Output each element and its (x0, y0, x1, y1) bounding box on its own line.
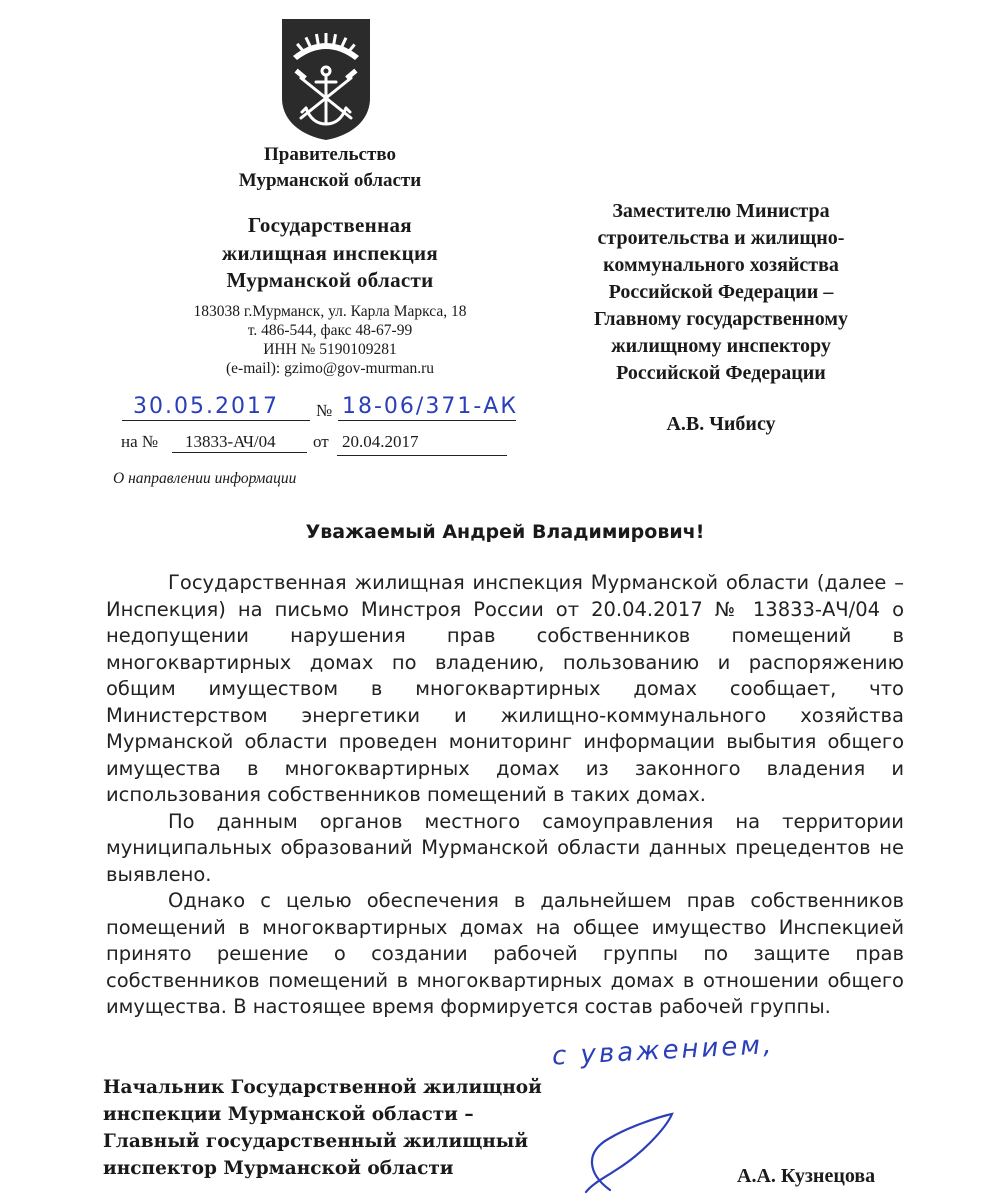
handwritten-closing (548, 1024, 808, 1080)
reply-number: 13833-АЧ/04 (185, 432, 276, 451)
letter-subject: О направлении информации (113, 470, 297, 487)
inn-line: ИНН № 5190109281 (263, 341, 397, 358)
addressee-line-3: коммунального хозяйства (603, 254, 839, 276)
handwritten-signature (570, 1110, 690, 1194)
reply-prefix: на № (121, 432, 159, 451)
inspection-name-line-2: жилищная инспекция (221, 241, 439, 265)
phone-fax-line: т. 486-544, факс 48-67-99 (247, 322, 413, 339)
body-paragraph-1: Государственная жилищная инспекция Мурманской области (далее – Инспекция) на письмо Минстроя России от 20.04.2017 № 13833-АЧ/04 о недопущении нарушения прав собственников помещений в многоквартирных домах по владению, пользованию и распоряжению общим имуществом в многоквартирных домах сообщает, что Министерством энергетики и жилищно-коммунального хозяйства Мурманской области проведен мониторинг информации выбытия общего имущества в многоквартирных домах из законного владения и использования собственников помещений в таких домах. (106, 571, 904, 806)
signer-title (103, 1074, 542, 1182)
number-underline (338, 420, 516, 421)
inspection-name-line-1: Государственная (248, 213, 412, 237)
signer-title-line-2: инспекции Мурманской области – (103, 1104, 474, 1125)
reply-date-prefix: от (313, 432, 329, 451)
addressee-line-6: жилищному инспектору (611, 335, 831, 357)
reply-date: 20.04.2017 (342, 432, 419, 451)
signer-title-line-3: Главный государственный жилищный (103, 1131, 529, 1152)
greeting: Уважаемый Андрей Владимирович! (305, 521, 705, 543)
addressee-line-5: Главному государственному (593, 308, 849, 330)
outgoing-date-handwritten: 30.05.2017 (133, 394, 279, 419)
date-underline (122, 420, 310, 421)
handwritten-closing-text: с уважением, (551, 1029, 775, 1072)
body-paragraph-2: По данным органов местного самоуправления на территории муниципальных образований Мурманской области данных прецедентов не выявлено. (106, 809, 904, 886)
address-line: 183038 г.Мурманск, ул. Карла Маркса, 18 (193, 303, 467, 320)
body-paragraph-3: Однако с целью обеспечения в дальнейшем прав собственников помещений в многоквартирных домах на общее имущество Инспекцией принято решение о создании рабочей группы по защите прав собственников помещений в многоквартирных домах в отношении общего имущества. В настоящее время формируется состав рабочей группы. (106, 889, 904, 1018)
inspection-name-line-3: Мурманской области (226, 268, 434, 292)
government-name-line-2: Мурманской области (238, 170, 422, 191)
reply-date-underline (337, 455, 507, 456)
addressee-line-1: Заместителю Министра (612, 200, 830, 222)
signer-title-line-4: инспектор Мурманской области (103, 1158, 454, 1179)
addressee-line-7: Российской Федерации (616, 362, 826, 384)
government-name-line-1: Правительство (264, 144, 396, 165)
signer-title-line-1: Начальник Государственной жилищной (103, 1077, 542, 1098)
signer-name: А.А. Кузнецова (737, 1165, 876, 1187)
reply-number-underline (172, 452, 307, 453)
addressee-name: А.В. Чибису (666, 413, 776, 435)
letter-body (106, 570, 904, 1021)
addressee-line-2: строительства и жилищно- (597, 227, 845, 249)
coat-of-arms-emblem (279, 16, 373, 142)
number-prefix: № (316, 401, 333, 420)
addressee-line-4: Российской Федерации – (608, 281, 834, 303)
outgoing-number-handwritten: 18-06/371-АК (342, 394, 518, 419)
email-line: (e-mail): gzimo@gov-murman.ru (226, 360, 434, 377)
